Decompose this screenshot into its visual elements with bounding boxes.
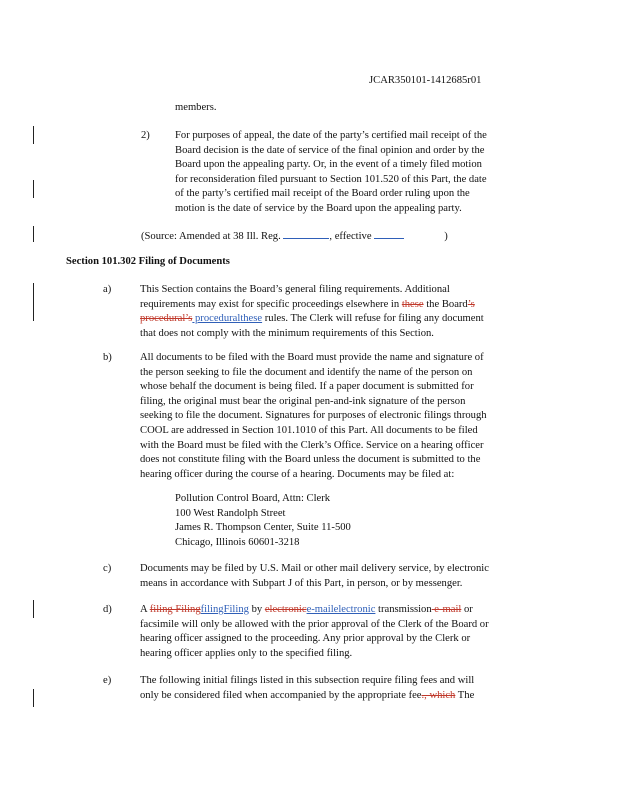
change-bar (33, 226, 34, 242)
deleted-text: ’s (467, 298, 475, 310)
date-blank (374, 228, 404, 239)
para-label: b) (103, 352, 112, 363)
item-label: 2) (141, 130, 150, 141)
deleted-text: electronic (264, 604, 307, 615)
para-label: e) (103, 675, 112, 686)
item-2-body: For purposes of appeal, the date of the party’s certified mail receipt of the Board decision is the date of service of the final opinion and order by the Board upon the appealing party. Or, in the event of a timely filed motion for reconsideration filed pursuant to Section 101.520 of this Part, the date of the party’s certified mail receipt of the Board order ruling upon the motion is the date of service by the Board upon the appealing party. (175, 130, 487, 214)
deleted-text: e-mail (431, 604, 462, 615)
doc-code: JCAR350101-1412685r01 (369, 75, 482, 86)
change-bar (33, 283, 34, 321)
para-label: d) (103, 604, 112, 615)
date-blank (283, 228, 329, 239)
change-bar (33, 180, 34, 198)
deleted-text: filing Filing (149, 604, 201, 615)
inserted-text: e-mailelectronic (306, 604, 376, 615)
section-heading: Section 101.302 Filing of Documents (66, 256, 230, 267)
deleted-text: procedural’s (140, 313, 193, 325)
para-c-body: Documents may be filed by U.S. Mail or other mail delivery service, by electronic means in accordance with Subpart J of this Part, in person, or by messenger. (140, 563, 489, 589)
deleted-text: these (401, 298, 424, 310)
para-e-body: The following initial filings listed in this subsection require filing fees and will only be considered filed when accompanied by the appropriate fee., which The (140, 675, 475, 701)
para-b-body: All documents to be filed with the Board must provide the name and signature of the person seeking to file the document and identify the name of the person on whose behalf the document is being filed. If a paper document is submitted for filing, the original must bear the original pen-and-ink signature of the person seeking to file the document. Signatures for purposes of electronic filings through COOL are addressed in Section 101.1010 of this Part. All documents to be filed with the Board must be filed with the Clerk’s Office. Service on a hearing officer does not constitute filing with the Board unless the document is submitted to the hearing officer during the course of a hearing. Documents may be filed at: (140, 352, 487, 480)
source-note: (Source: Amended at 38 Ill. Reg. , effective ) (141, 228, 448, 245)
change-bar (33, 126, 34, 144)
date-blank (404, 228, 444, 239)
inserted-text: filingFiling (200, 604, 249, 615)
clerk-address: Pollution Control Board, Attn: Clerk 100 West Randolph Street James R. Thompson Center, Suite 11-500 Chicago, Illinois 60601-3218 (175, 493, 351, 548)
para-a-body: This Section contains the Board’s general filing requirements. Additional requirements may exist for specific proceedings elsewhere in these the Board’s procedural’s proceduralthese rules. The Clerk will refuse for filing any document that does not comply with the minimum requirements of this Section. (140, 284, 484, 339)
para-d-body: A filing FilingfilingFiling by electronice-mailelectronic transmission e-mail or facsimile will only be allowed with the prior approval of the Clerk of the Board or hearing officer assigned to the proceeding. Any prior approval by the Clerk or hearing officer applies only to the specified filing. (140, 604, 489, 659)
inserted-text: these (240, 313, 263, 325)
deleted-text: ., which (421, 689, 456, 701)
change-bar (33, 689, 34, 707)
change-bar (33, 600, 34, 618)
para-label: a) (103, 284, 112, 295)
inserted-text: procedural (192, 313, 241, 325)
para-label: c) (103, 563, 112, 574)
continuation-text: members. (175, 102, 217, 113)
